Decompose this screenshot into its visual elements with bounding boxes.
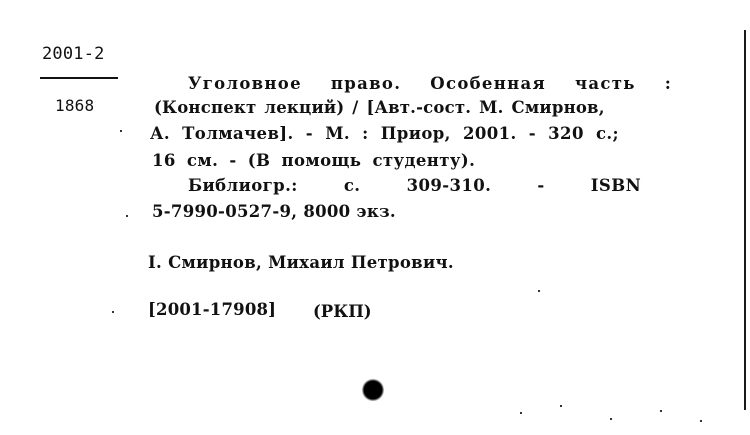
shelf-number-underline [40,77,118,79]
scan-speck [112,311,114,313]
scan-speck [700,420,702,422]
scan-speck [120,130,122,132]
ink-blot [362,378,384,402]
scan-speck [560,405,562,407]
scan-speck [610,418,612,420]
shelf-number: 2001-2 [42,44,105,64]
description-line-1: Уголовное право. Особенная часть : [188,74,673,93]
description-line-3: А. Толмачев]. - М. : Приор, 2001. - 320 с.; [150,124,620,143]
call-number: 1868 [55,96,95,115]
scan-speck [538,290,540,292]
description-line-2: (Конспект лекций) / [Авт.-сост. М. Смирнов, [154,98,605,117]
record-id: [2001-17908] [148,300,277,319]
scan-speck [660,410,662,412]
description-line-5: Библиогр.: с. 309-310. - ISBN [188,176,642,195]
scan-speck [520,412,522,414]
scan-speck [126,215,128,217]
card-right-edge [744,30,746,410]
added-entry: I. Смирнов, Михаил Петрович. [148,253,454,272]
description-line-6: 5-7990-0527-9, 8000 экз. [152,202,396,221]
description-line-4: 16 см. - (В помощь студенту). [152,151,476,170]
record-tag: (РКП) [313,302,372,321]
